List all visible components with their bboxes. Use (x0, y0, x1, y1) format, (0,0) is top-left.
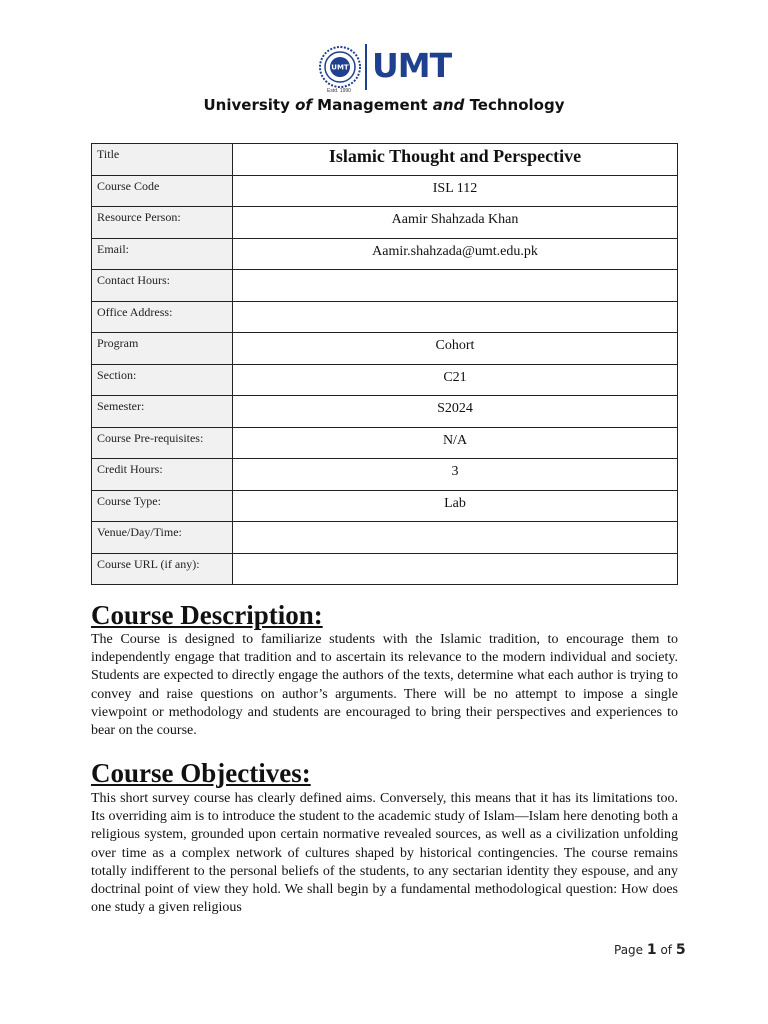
table-row (92, 553, 678, 585)
office-address-value (233, 301, 678, 333)
course-description-text: The Course is designed to familiarize students with the Islamic tradition, to encourage them to independently engage that tradition and to ascertain its relevance to the modern individual and society. Students are expected to directly engage the authors of the texts, determine what each author is trying to convey and raise questions on author’s arguments. There will be no attempt to impose a single viewpoint or methodology and students are encouraged to bring their perspectives and experiences to bear on the course. (91, 632, 678, 739)
course-code-value: ISL 112 (233, 175, 678, 207)
course-type-value: Lab (233, 490, 678, 522)
course-info-table (91, 143, 678, 585)
university-name-part: University (203, 96, 296, 114)
university-name-part: Management (311, 96, 433, 114)
contact-hours-value (233, 270, 678, 302)
row-label-resource-person: Resource Person: (92, 207, 233, 239)
row-label-course-type: Course Type: (92, 490, 233, 522)
table-row (92, 144, 678, 176)
page-word: Page (614, 943, 647, 957)
row-label-contact-hours: Contact Hours: (92, 270, 233, 302)
venue-value (233, 522, 678, 554)
table-row (92, 396, 678, 428)
university-name-part: Technology (464, 96, 565, 114)
umt-logo (0, 44, 768, 92)
table-row (92, 490, 678, 522)
row-label-credit-hours: Credit Hours: (92, 459, 233, 491)
logo-text: UMT (372, 46, 452, 85)
total-pages: 5 (675, 942, 686, 958)
course-objectives-heading: Course Objectives: (91, 758, 311, 788)
table-row (92, 238, 678, 270)
table-row (92, 333, 678, 365)
course-title: Islamic Thought and Perspective (233, 144, 678, 176)
row-label-venue: Venue/Day/Time: (92, 522, 233, 554)
row-label-prerequisites: Course Pre-requisites: (92, 427, 233, 459)
table-row (92, 207, 678, 239)
section-value: C21 (233, 364, 678, 396)
table-row (92, 522, 678, 554)
course-description-heading: Course Description: (91, 600, 323, 630)
course-objectives-text: This short survey course has clearly defined aims. Conversely, this means that it has its limitations too. Its overriding aim is to introduce the student to the academic study of Islam—Islam here denoting both a religious system, grounded upon certain normative revealed sources, as well as a civilization unfolding over time as a complex network of cultures shaped by historical contingencies. The course remains totally indifferent to the personal beliefs of the students, to any sectarian identity they espouse, and any doctrinal point of view they hold. We shall begin by a fundamental methodological question: How does one study a given religious (91, 791, 678, 916)
row-label-program: Program (92, 333, 233, 365)
page-number (614, 942, 686, 958)
row-label-course-code: Course Code (92, 175, 233, 207)
row-label-title: Title (92, 144, 233, 176)
table-row (92, 459, 678, 491)
established-text: Estd. 1990 (327, 88, 351, 94)
semester-value: S2024 (233, 396, 678, 428)
current-page: 1 (646, 942, 657, 958)
row-label-semester: Semester: (92, 396, 233, 428)
of-word: of (656, 943, 676, 957)
seal-text: UMT (331, 63, 349, 72)
table-row (92, 364, 678, 396)
university-name-of: of (295, 96, 312, 114)
resource-person-value: Aamir Shahzada Khan (233, 207, 678, 239)
row-label-office-address: Office Address: (92, 301, 233, 333)
umt-seal-icon (319, 46, 361, 88)
row-label-course-url: Course URL (if any): (92, 553, 233, 585)
email-value[interactable]: Aamir.shahzada@umt.edu.pk (233, 238, 678, 270)
program-value: Cohort (233, 333, 678, 365)
row-label-email: Email: (92, 238, 233, 270)
logo-divider (365, 44, 367, 90)
course-url-value (233, 553, 678, 585)
table-row (92, 270, 678, 302)
table-row (92, 175, 678, 207)
table-row (92, 427, 678, 459)
prerequisites-value: N/A (233, 427, 678, 459)
university-name (0, 96, 768, 114)
credit-hours-value: 3 (233, 459, 678, 491)
table-row (92, 301, 678, 333)
row-label-section: Section: (92, 364, 233, 396)
university-name-and: and (432, 96, 465, 114)
